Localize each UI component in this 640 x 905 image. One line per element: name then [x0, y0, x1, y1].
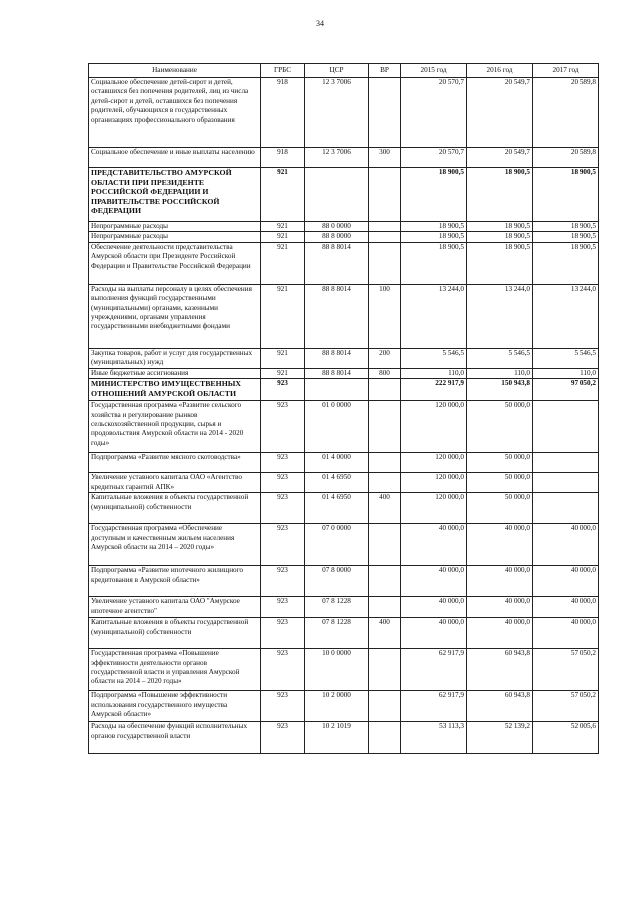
row-grbs: 921: [261, 242, 305, 284]
row-csr: [305, 168, 369, 222]
table-row: [89, 148, 599, 168]
row-2015: 40 000,0: [401, 597, 467, 618]
row-2015: 40 000,0: [401, 618, 467, 649]
row-csr: 01 4 0000: [305, 453, 369, 473]
row-vr: [369, 379, 401, 401]
row-vr: [369, 78, 401, 148]
row-2017: 18 900,5: [533, 222, 599, 232]
header-2017: 2017 год: [533, 64, 599, 78]
row-2016: 18 900,5: [467, 222, 533, 232]
row-csr: 01 4 6950: [305, 473, 369, 493]
row-2015: 53 113,3: [401, 722, 467, 754]
table-row: [89, 473, 599, 493]
row-grbs: 918: [261, 78, 305, 148]
row-name: Капитальные вложения в объекты государственной (муниципальной) собственности: [89, 493, 261, 524]
row-vr: [369, 722, 401, 754]
row-csr: 88 8 8014: [305, 368, 369, 378]
row-vr: [369, 232, 401, 242]
row-grbs: 923: [261, 597, 305, 618]
row-name: Расходы на выплаты персоналу в целях обеспечения выполнения функций государственными (муниципальными) органами, казенными учреждениями, органами управления государственными внебюджетными фондами: [89, 284, 261, 348]
table-row: [89, 524, 599, 566]
row-grbs: 923: [261, 691, 305, 722]
row-name: Закупка товаров, работ и услуг для государственных (муниципальных) нужд: [89, 348, 261, 368]
row-2015: 18 900,5: [401, 242, 467, 284]
row-name: Социальное обеспечение детей-сирот и детей, оставшихся без попечения родителей, лиц из числа детей-сирот и детей, оставшихся без попечения родителей, обучающихся в государственных организациях профессионального образования: [89, 78, 261, 148]
row-2015: 62 917,9: [401, 649, 467, 691]
row-name: Иные бюджетные ассигнования: [89, 368, 261, 378]
row-2017: 20 589,8: [533, 148, 599, 168]
row-2017: [533, 453, 599, 473]
row-vr: [369, 649, 401, 691]
row-2015: 120 000,0: [401, 453, 467, 473]
header-2015: 2015 год: [401, 64, 467, 78]
row-csr: 88 8 8014: [305, 284, 369, 348]
table-row: [89, 232, 599, 242]
table-row: [89, 453, 599, 473]
row-vr: [369, 691, 401, 722]
row-2015: 120 000,0: [401, 473, 467, 493]
row-grbs: 923: [261, 493, 305, 524]
table-row: [89, 168, 599, 222]
row-csr: 01 4 6950: [305, 493, 369, 524]
row-name: Подпрограмма «Развитие мясного скотоводства»: [89, 453, 261, 473]
row-vr: [369, 401, 401, 453]
row-grbs: 921: [261, 368, 305, 378]
header-2016: 2016 год: [467, 64, 533, 78]
row-vr: [369, 453, 401, 473]
row-vr: [369, 473, 401, 493]
row-2017: 57 050,2: [533, 649, 599, 691]
row-2016: 110,0: [467, 368, 533, 378]
row-vr: [369, 222, 401, 232]
row-csr: 88 8 8014: [305, 348, 369, 368]
row-2016: 50 000,0: [467, 493, 533, 524]
row-name: Расходы на обеспечение функций исполнительных органов государственной власти: [89, 722, 261, 754]
row-2017: 110,0: [533, 368, 599, 378]
row-2015: 20 570,7: [401, 78, 467, 148]
row-2016: 52 139,2: [467, 722, 533, 754]
table-row: [89, 618, 599, 649]
row-2015: 110,0: [401, 368, 467, 378]
row-2016: 20 549,7: [467, 78, 533, 148]
row-csr: 12 3 7006: [305, 78, 369, 148]
row-name: Государственная программа «Повышение эффективности деятельности органов государственной власти и управления Амурской области на 2014 – 2020 годы»: [89, 649, 261, 691]
row-vr: 200: [369, 348, 401, 368]
row-name: Увеличение уставного капитала ОАО «Агентство кредитных гарантий АПК»: [89, 473, 261, 493]
row-2017: 57 050,2: [533, 691, 599, 722]
row-grbs: 923: [261, 524, 305, 566]
table-row: [89, 348, 599, 368]
row-name: МИНИСТЕРСТВО ИМУЩЕСТВЕННЫХ ОТНОШЕНИЙ АМУРСКОЙ ОБЛАСТИ: [89, 379, 261, 401]
row-2017: [533, 473, 599, 493]
row-name: Подпрограмма «Повышение эффективности использования государственного имущества Амурской области»: [89, 691, 261, 722]
row-2016: 40 000,0: [467, 597, 533, 618]
row-grbs: 923: [261, 618, 305, 649]
row-2017: 18 900,5: [533, 242, 599, 284]
row-csr: 07 0 0000: [305, 524, 369, 566]
row-grbs: 921: [261, 348, 305, 368]
table-row: [89, 78, 599, 148]
row-csr: 01 0 0000: [305, 401, 369, 453]
row-csr: 12 3 7006: [305, 148, 369, 168]
row-2015: 18 900,5: [401, 222, 467, 232]
header-vr: ВР: [369, 64, 401, 78]
row-csr: 88 8 8014: [305, 242, 369, 284]
row-csr: 07 8 1228: [305, 597, 369, 618]
table-row: [89, 597, 599, 618]
row-name: Обеспечение деятельности представительства Амурской области при Президенте Российской Федерации и Правительстве Российской Федерации: [89, 242, 261, 284]
table-row: [89, 566, 599, 597]
budget-table: [88, 63, 599, 754]
row-2015: 40 000,0: [401, 566, 467, 597]
row-grbs: 918: [261, 148, 305, 168]
row-csr: 07 8 0000: [305, 566, 369, 597]
row-vr: 400: [369, 618, 401, 649]
row-2015: 20 570,7: [401, 148, 467, 168]
row-2017: [533, 493, 599, 524]
row-2017: 40 000,0: [533, 597, 599, 618]
row-2015: 62 917,9: [401, 691, 467, 722]
row-2016: 50 000,0: [467, 401, 533, 453]
row-vr: 800: [369, 368, 401, 378]
table-row: [89, 368, 599, 378]
row-2016: 18 900,5: [467, 232, 533, 242]
table-header-row: [89, 64, 599, 78]
row-vr: [369, 242, 401, 284]
row-2016: 50 000,0: [467, 473, 533, 493]
table-body: [89, 78, 599, 754]
row-2016: 13 244,0: [467, 284, 533, 348]
row-2016: 40 000,0: [467, 566, 533, 597]
table-row: [89, 242, 599, 284]
row-2017: 5 546,5: [533, 348, 599, 368]
table-row: [89, 649, 599, 691]
row-2016: 18 900,5: [467, 168, 533, 222]
row-grbs: 921: [261, 168, 305, 222]
table-row: [89, 722, 599, 754]
row-grbs: 923: [261, 401, 305, 453]
row-csr: 88 0 0000: [305, 222, 369, 232]
row-name: Государственная программа «Обеспечение доступным и качественным жильем населения Амурской области на 2014 – 2020 годы»: [89, 524, 261, 566]
row-2017: 40 000,0: [533, 524, 599, 566]
row-vr: 300: [369, 148, 401, 168]
row-grbs: 921: [261, 222, 305, 232]
row-2017: 40 000,0: [533, 566, 599, 597]
row-2016: 20 549,7: [467, 148, 533, 168]
table-row: [89, 493, 599, 524]
row-2015: 222 917,9: [401, 379, 467, 401]
row-vr: 100: [369, 284, 401, 348]
header-name: Наименование: [89, 64, 261, 78]
row-2015: 5 546,5: [401, 348, 467, 368]
row-grbs: 921: [261, 232, 305, 242]
row-grbs: 923: [261, 722, 305, 754]
row-name: Непрограммные расходы: [89, 222, 261, 232]
row-2016: 40 000,0: [467, 618, 533, 649]
table-row: [89, 284, 599, 348]
row-2015: 120 000,0: [401, 493, 467, 524]
row-2016: 40 000,0: [467, 524, 533, 566]
row-name: Капитальные вложения в объекты государственной (муниципальной) собственности: [89, 618, 261, 649]
row-2017: 40 000,0: [533, 618, 599, 649]
page-number: 34: [316, 19, 324, 28]
row-csr: 10 0 0000: [305, 649, 369, 691]
row-grbs: 923: [261, 379, 305, 401]
row-csr: 10 2 0000: [305, 691, 369, 722]
row-2016: 5 546,5: [467, 348, 533, 368]
table-row: [89, 691, 599, 722]
row-2015: 13 244,0: [401, 284, 467, 348]
row-2015: 40 000,0: [401, 524, 467, 566]
row-2017: 20 589,8: [533, 78, 599, 148]
table-row: [89, 401, 599, 453]
row-2015: 18 900,5: [401, 168, 467, 222]
row-grbs: 923: [261, 453, 305, 473]
row-2016: 60 943,8: [467, 691, 533, 722]
row-grbs: 923: [261, 566, 305, 597]
header-grbs: ГРБС: [261, 64, 305, 78]
table-row: [89, 379, 599, 401]
row-2017: 13 244,0: [533, 284, 599, 348]
row-2016: 18 900,5: [467, 242, 533, 284]
row-2017: [533, 401, 599, 453]
row-name: Социальное обеспечение и иные выплаты населению: [89, 148, 261, 168]
row-csr: 07 8 1228: [305, 618, 369, 649]
row-2017: 18 900,5: [533, 232, 599, 242]
row-name: Подпрограмма «Развитие ипотечного жилищного кредитования в Амурской области»: [89, 566, 261, 597]
row-2017: 52 005,6: [533, 722, 599, 754]
row-csr: [305, 379, 369, 401]
row-name: ПРЕДСТАВИТЕЛЬСТВО АМУРСКОЙ ОБЛАСТИ ПРИ ПРЕЗИДЕНТЕ РОССИЙСКОЙ ФЕДЕРАЦИИ И ПРАВИТЕЛЬСТВЕ РОССИЙСКОЙ ФЕДЕРАЦИИ: [89, 168, 261, 222]
row-vr: 400: [369, 493, 401, 524]
row-grbs: 923: [261, 473, 305, 493]
row-grbs: 923: [261, 649, 305, 691]
row-2016: 60 943,8: [467, 649, 533, 691]
row-2016: 50 000,0: [467, 453, 533, 473]
row-name: Государственная программа «Развитие сельского хозяйства и регулирование рынков сельскохозяйственной продукции, сырья и продовольствия Амурской области на 2014 - 2020 годы»: [89, 401, 261, 453]
row-2015: 18 900,5: [401, 232, 467, 242]
row-grbs: 921: [261, 284, 305, 348]
row-csr: 10 2 1019: [305, 722, 369, 754]
row-2017: 97 050,2: [533, 379, 599, 401]
row-vr: [369, 524, 401, 566]
row-vr: [369, 168, 401, 222]
row-csr: 88 8 0000: [305, 232, 369, 242]
row-name: Непрограммные расходы: [89, 232, 261, 242]
row-2015: 120 000,0: [401, 401, 467, 453]
table-row: [89, 222, 599, 232]
row-name: Увеличение уставного капитала ОАО "Амурское ипотечное агентство": [89, 597, 261, 618]
row-2017: 18 900,5: [533, 168, 599, 222]
header-csr: ЦСР: [305, 64, 369, 78]
row-vr: [369, 566, 401, 597]
row-2016: 150 943,8: [467, 379, 533, 401]
row-vr: [369, 597, 401, 618]
